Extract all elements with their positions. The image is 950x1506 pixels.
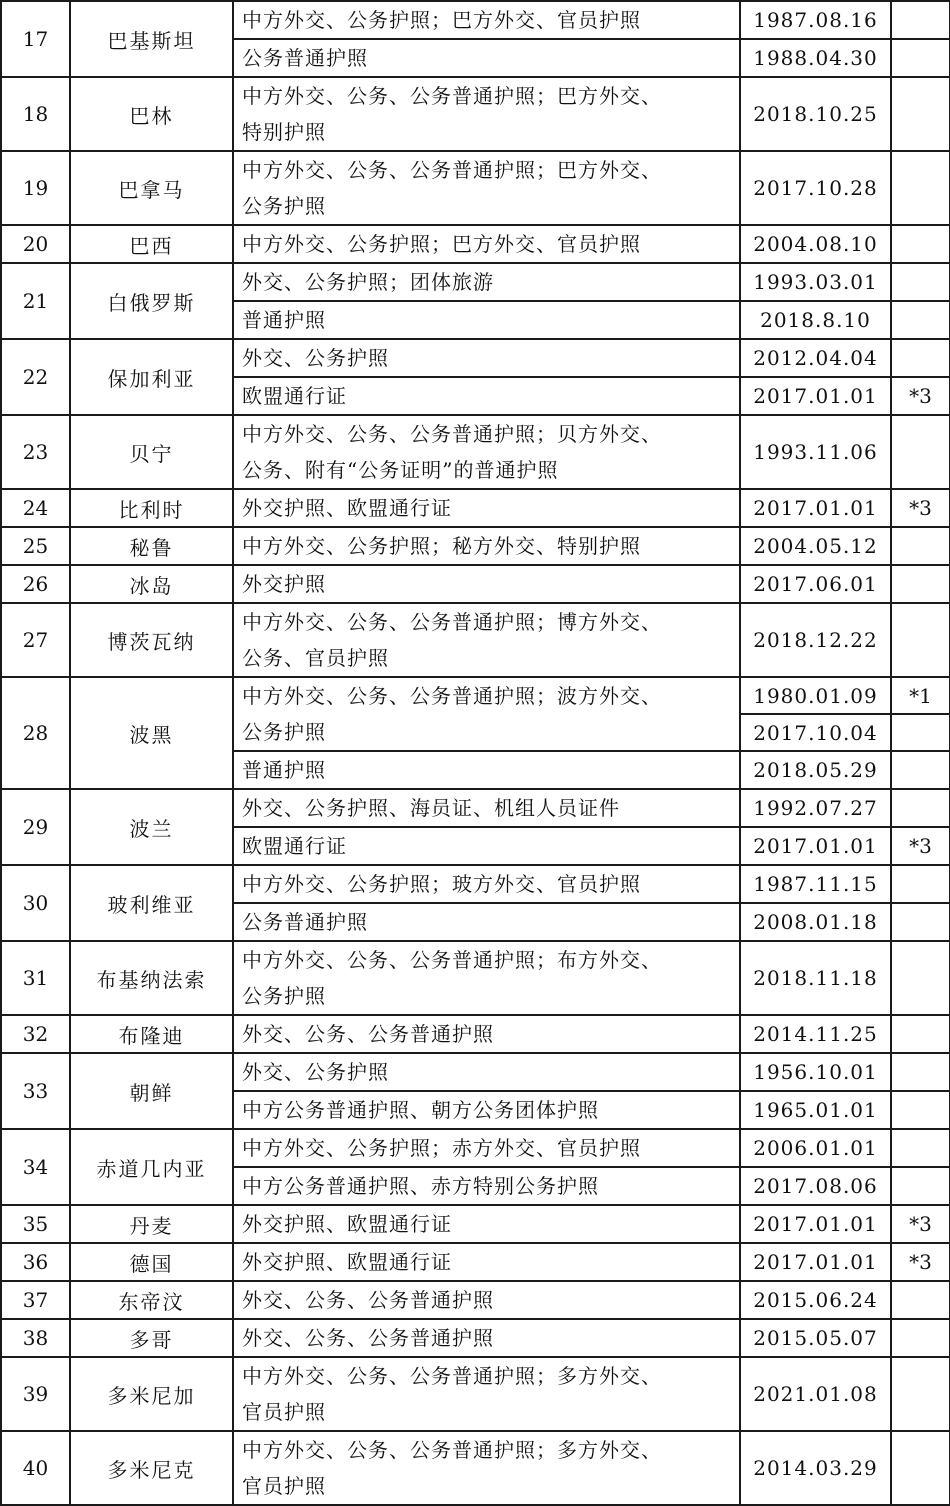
passport-type-line: 公务护照 [242,720,326,744]
passport-type-line: 外交、公务护照 [242,346,389,370]
effective-date: 2012.04.04 [740,339,891,377]
passport-type-cell [233,1243,740,1281]
country-name: 布基纳法索 [70,941,233,1015]
effective-date: 2004.08.10 [740,225,891,263]
country-name: 朝鲜 [70,1053,233,1129]
note-cell: *3 [891,489,950,527]
row-number: 32 [1,1015,70,1053]
note-cell: *1 [891,677,950,714]
note-cell: *3 [891,1243,950,1281]
effective-date: 2017.10.04 [740,714,891,751]
country-name: 东帝汶 [70,1281,233,1319]
passport-type-line: 外交护照、欧盟通行证 [242,496,452,520]
note-cell [891,1281,950,1319]
effective-date: 1988.04.30 [740,39,891,77]
passport-type-cell [233,603,740,677]
note-cell [891,1,950,39]
passport-type-line: 外交护照 [242,572,326,596]
passport-type-line: 中方公务普通护照、朝方公务团体护照 [242,1098,599,1122]
note-cell [891,339,950,377]
table-row [1,1357,950,1431]
note-cell [891,39,950,77]
effective-date: 2017.01.01 [740,377,891,415]
effective-date: 2017.01.01 [740,1243,891,1281]
row-number: 22 [1,339,70,415]
country-name: 多米尼加 [70,1357,233,1431]
table-row [1,1281,950,1319]
table-row [1,1243,950,1281]
table-row [1,1205,950,1243]
note-cell: *3 [891,1205,950,1243]
table-row [1,151,950,225]
table-row [1,865,950,903]
table-row [1,263,950,301]
row-number: 36 [1,1243,70,1281]
passport-type-cell [233,301,740,339]
passport-type-line: 中方外交、公务护照；玻方外交、官员护照 [242,872,641,896]
passport-type-cell [233,1431,740,1505]
note-cell [891,1053,950,1091]
note-cell: *3 [891,827,950,865]
effective-date: 2018.10.25 [740,77,891,151]
row-number: 39 [1,1357,70,1431]
effective-date: 2017.10.28 [740,151,891,225]
table-row [1,415,950,489]
country-name: 冰岛 [70,565,233,603]
passport-type-line: 公务、官员护照 [242,646,389,670]
effective-date: 1987.11.15 [740,865,891,903]
note-cell [891,151,950,225]
passport-type-cell [233,941,740,1015]
effective-date: 1992.07.27 [740,789,891,827]
passport-type-cell [233,339,740,377]
row-number: 26 [1,565,70,603]
note-cell [891,77,950,151]
table-body [1,1,950,1505]
effective-date: 2018.12.22 [740,603,891,677]
effective-date: 2017.01.01 [740,1205,891,1243]
row-number: 24 [1,489,70,527]
country-name: 巴林 [70,77,233,151]
passport-type-line: 公务普通护照 [242,910,368,934]
passport-type-line: 中方外交、公务护照；秘方外交、特别护照 [242,534,641,558]
table-row [1,1,950,39]
passport-type-cell [233,565,740,603]
note-cell [891,527,950,565]
passport-type-line: 中方外交、公务、公务普通护照；博方外交、 [242,610,662,634]
passport-type-cell [233,865,740,903]
table-row [1,339,950,377]
row-number: 37 [1,1281,70,1319]
row-number: 30 [1,865,70,941]
country-name: 保加利亚 [70,339,233,415]
passport-type-line: 外交、公务护照；团体旅游 [242,270,494,294]
passport-type-line: 外交护照、欧盟通行证 [242,1250,452,1274]
table-row [1,1431,950,1505]
country-name: 比利时 [70,489,233,527]
table-row [1,565,950,603]
passport-type-cell [233,415,740,489]
effective-date: 1956.10.01 [740,1053,891,1091]
effective-date: 2018.05.29 [740,751,891,789]
effective-date: 2014.03.29 [740,1431,891,1505]
passport-type-line: 官员护照 [242,1400,326,1424]
passport-type-cell [233,677,740,751]
country-name: 巴基斯坦 [70,1,233,77]
passport-type-line: 公务护照 [242,984,326,1008]
table-row [1,1053,950,1091]
note-cell [891,263,950,301]
note-cell [891,1431,950,1505]
row-number: 40 [1,1431,70,1505]
passport-type-line: 中方外交、公务、公务普通护照；巴方外交、 [242,84,662,108]
note-cell [891,225,950,263]
note-cell [891,1129,950,1167]
passport-type-line: 中方公务普通护照、赤方特别公务护照 [242,1174,599,1198]
row-number: 35 [1,1205,70,1243]
country-name: 波兰 [70,789,233,865]
country-name: 布隆迪 [70,1015,233,1053]
passport-type-line: 中方外交、公务、公务普通护照；波方外交、 [242,684,662,708]
country-name: 德国 [70,1243,233,1281]
passport-type-cell [233,1,740,39]
passport-type-line: 中方外交、公务、公务普通护照；布方外交、 [242,948,662,972]
effective-date: 2015.05.07 [740,1319,891,1357]
effective-date: 1980.01.09 [740,677,891,714]
effective-date: 1965.01.01 [740,1091,891,1129]
passport-type-line: 外交、公务、公务普通护照 [242,1326,494,1350]
passport-type-cell [233,489,740,527]
passport-type-cell [233,1281,740,1319]
passport-type-cell [233,1167,740,1205]
passport-type-line: 普通护照 [242,308,326,332]
passport-type-cell [233,1091,740,1129]
passport-type-line: 公务护照 [242,194,326,218]
note-cell [891,865,950,903]
passport-type-line: 欧盟通行证 [242,384,347,408]
row-number: 21 [1,263,70,339]
table-row [1,1319,950,1357]
note-cell [891,603,950,677]
passport-type-line: 中方外交、公务、公务普通护照；贝方外交、 [242,422,662,446]
country-name: 秘鲁 [70,527,233,565]
table-row [1,489,950,527]
note-cell [891,1357,950,1431]
effective-date: 2006.01.01 [740,1129,891,1167]
row-number: 31 [1,941,70,1015]
passport-type-cell [233,39,740,77]
row-number: 20 [1,225,70,263]
row-number: 19 [1,151,70,225]
passport-type-cell [233,151,740,225]
effective-date: 2017.01.01 [740,827,891,865]
effective-date: 1987.08.16 [740,1,891,39]
passport-type-cell [233,225,740,263]
passport-type-cell [233,377,740,415]
note-cell: *3 [891,377,950,415]
table-row [1,77,950,151]
row-number: 33 [1,1053,70,1129]
table-row [1,225,950,263]
passport-type-cell [233,1319,740,1357]
note-cell [891,301,950,339]
passport-type-cell [233,527,740,565]
passport-type-line: 中方外交、公务护照；巴方外交、官员护照 [242,8,641,32]
passport-type-cell [233,1015,740,1053]
row-number: 34 [1,1129,70,1205]
note-cell [891,751,950,789]
country-name: 丹麦 [70,1205,233,1243]
row-number: 29 [1,789,70,865]
passport-type-cell [233,903,740,941]
passport-type-cell [233,1205,740,1243]
effective-date: 2017.01.01 [740,489,891,527]
passport-type-line: 外交、公务、公务普通护照 [242,1022,494,1046]
note-cell [891,565,950,603]
effective-date: 2008.01.18 [740,903,891,941]
passport-type-cell [233,263,740,301]
passport-type-cell: 普通护照 [233,751,740,789]
country-name: 波黑 [70,677,233,789]
effective-date: 1993.11.06 [740,415,891,489]
effective-date: 2018.11.18 [740,941,891,1015]
passport-type-line: 中方外交、公务护照；巴方外交、官员护照 [242,232,641,256]
effective-date: 2017.06.01 [740,565,891,603]
effective-date: 2017.08.06 [740,1167,891,1205]
note-cell [891,1167,950,1205]
effective-date: 2015.06.24 [740,1281,891,1319]
row-number: 38 [1,1319,70,1357]
passport-type-line: 中方外交、公务、公务普通护照；多方外交、 [242,1438,662,1462]
country-name: 巴西 [70,225,233,263]
row-number: 23 [1,415,70,489]
table-row [1,1015,950,1053]
effective-date: 2004.05.12 [740,527,891,565]
passport-type-line: 中方外交、公务护照；赤方外交、官员护照 [242,1136,641,1160]
country-name: 赤道几内亚 [70,1129,233,1205]
effective-date: 2014.11.25 [740,1015,891,1053]
passport-type-line: 公务普通护照 [242,46,368,70]
passport-type-cell [233,1129,740,1167]
passport-type-line: 欧盟通行证 [242,834,347,858]
note-cell [891,1091,950,1129]
row-number: 28 [1,677,70,789]
note-cell [891,789,950,827]
table-row [1,677,950,714]
note-cell [891,1015,950,1053]
passport-type-cell [233,77,740,151]
note-cell [891,714,950,751]
row-number: 18 [1,77,70,151]
row-number: 25 [1,527,70,565]
table-row [1,789,950,827]
country-name: 博茨瓦纳 [70,603,233,677]
passport-type-line: 外交、公务护照、海员证、机组人员证件 [242,796,620,820]
country-name: 白俄罗斯 [70,263,233,339]
passport-type-cell [233,789,740,827]
country-name: 多米尼克 [70,1431,233,1505]
passport-type-cell [233,1053,740,1091]
passport-type-line: 官员护照 [242,1474,326,1498]
note-cell [891,903,950,941]
table-row [1,527,950,565]
passport-type-line: 公务、附有“公务证明”的普通护照 [242,458,559,482]
passport-type-cell [233,827,740,865]
country-name: 多哥 [70,1319,233,1357]
table-row [1,603,950,677]
table-row [1,1129,950,1167]
passport-type-line: 中方外交、公务、公务普通护照；巴方外交、 [242,158,662,182]
effective-date: 2018.8.10 [740,301,891,339]
passport-type-line: 外交护照、欧盟通行证 [242,1212,452,1236]
passport-type-line: 特别护照 [242,120,326,144]
country-name: 巴拿马 [70,151,233,225]
passport-type-line: 中方外交、公务、公务普通护照；多方外交、 [242,1364,662,1388]
note-cell [891,1319,950,1357]
country-name: 贝宁 [70,415,233,489]
passport-type-line: 外交、公务、公务普通护照 [242,1288,494,1312]
effective-date: 2021.01.08 [740,1357,891,1431]
passport-type-line: 外交、公务护照 [242,1060,389,1084]
note-cell [891,415,950,489]
table-row [1,941,950,1015]
row-number: 27 [1,603,70,677]
effective-date: 1993.03.01 [740,263,891,301]
row-number: 17 [1,1,70,77]
note-cell [891,941,950,1015]
country-name: 玻利维亚 [70,865,233,941]
passport-type-cell [233,1357,740,1431]
